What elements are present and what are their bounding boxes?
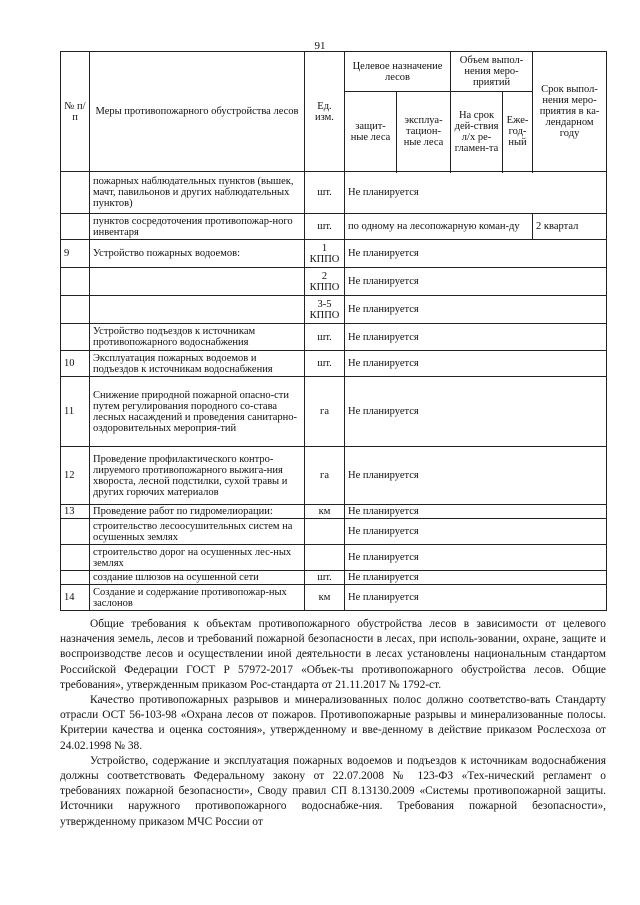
row-measure	[90, 268, 305, 296]
fire-measures-table	[60, 51, 607, 611]
row-value: Не планируется	[345, 172, 607, 214]
row-measure: Устройство пожарных водоемов:	[90, 240, 305, 268]
paragraph: Устройство, содержание и эксплуатация пожарных водоемов и подъездов к источникам водоснабжения должны соответствовать Федеральному закону от 22.07.2008 № 123-ФЗ «Тех-нический регламент о требованиях пожарной безопасности», Своду правил СП 8.13130.2009 «Системы противопожарной защиты. Источники наружного противопожарного водоснабже-ния. Требования пожарной безопасности», утвержденному приказом МЧС России от	[60, 754, 606, 828]
row-unit: шт.	[305, 214, 345, 240]
row-measure: строительство лесоосушительных систем на осушенных землях	[90, 519, 305, 545]
row-num: 12	[61, 447, 90, 505]
row-unit: шт.	[305, 571, 345, 585]
paragraph: Общие требования к объектам противопожарного обустройства лесов в зависимости от целевого назначения земель, лесов и требований пожарной безопасности в лесах, при исполь-зовании, охране, защите и воспроизводстве лесов и осуществлении иной деятельности в лесах установлены национальным стандартом Российской Федерации ГОСТ Р 57972-2017 «Объек-ты противопожарного обустройства лесов. Общие требования», утвержденным приказом Рос-стандарта от 21.11.2017 № 1792-ст.	[60, 618, 606, 691]
header-purpose: Целевое назначение лесов	[345, 52, 451, 92]
row-measure: Эксплуатация пожарных водоемов и подъездов к источникам водоснабжения	[90, 351, 305, 377]
row-value: по одному на лесопожарную коман-ду	[345, 214, 533, 240]
row-num: 14	[61, 585, 90, 611]
row-measure: Создание и содержание противопожар-ных заслонов	[90, 585, 305, 611]
row-measure: пожарных наблюдательных пунктов (вышек, мачт, павильонов и других наблюдательных пунктов)	[90, 172, 305, 214]
table-row	[61, 268, 607, 296]
row-measure: строительство дорог на осушенных лес-ных землях	[90, 545, 305, 571]
row-deadline: 2 квартал	[533, 214, 607, 240]
row-unit	[305, 519, 345, 545]
row-measure: Снижение природной пожарной опасно-сти путем регулирования породного со-става лесных насаждений и проведения санитарно-оздоровительных мероприя-тий	[90, 377, 305, 447]
header-measures: Меры противопожарного обустройства лесов	[90, 52, 305, 172]
row-value: Не планируется	[345, 296, 607, 324]
row-value: Не планируется	[345, 268, 607, 296]
row-value: Не планируется	[345, 447, 607, 505]
table-row	[61, 571, 607, 585]
row-measure: Проведение профилактического контро-лируемого противопожарного выжига-ния хвороста, лесной подстилки, сухой травы и других горючих материалов	[90, 447, 305, 505]
row-num	[61, 268, 90, 296]
row-unit: км	[305, 585, 345, 611]
row-value: Не планируется	[345, 377, 607, 447]
header-num: № п/п	[61, 52, 90, 172]
table-row	[61, 296, 607, 324]
row-unit: шт.	[305, 324, 345, 351]
row-value: Не планируется	[345, 324, 607, 351]
row-measure	[90, 296, 305, 324]
header-per-term: На срок дей-ствия л/х ре-гламен-та	[451, 92, 503, 172]
row-num: 11	[61, 377, 90, 447]
row-num: 13	[61, 505, 90, 519]
row-unit: 2 КППО	[305, 268, 345, 296]
header-exploitation: эксплуа-тацион-ные леса	[397, 92, 451, 172]
row-measure: создание шлюзов на осушенной сети	[90, 571, 305, 585]
row-measure: Устройство подъездов к источникам противопожарного водоснабжения	[90, 324, 305, 351]
row-unit: шт.	[305, 172, 345, 214]
row-value: Не планируется	[345, 505, 607, 519]
header-protective: защит-ные леса	[345, 92, 397, 172]
paragraph: Качество противопожарных разрывов и минерализованных полос должно соответство-вать Стандарту отрасли ОСТ 56-103-98 «Охрана лесов от пожаров. Противопожарные разрывы и минерализованные полосы. Критерии качества и оценка состояния», утвержденному и вве-денному в действие приказом Рослесхоза от 24.02.1998 № 38.	[60, 694, 606, 752]
header-volume: Объем выпол-нения меро-приятий	[451, 52, 533, 92]
row-unit: км	[305, 505, 345, 519]
row-num	[61, 324, 90, 351]
row-num	[61, 571, 90, 585]
table-row	[61, 377, 607, 447]
row-unit: га	[305, 377, 345, 447]
row-num	[61, 172, 90, 214]
row-num: 9	[61, 240, 90, 268]
page-number: 91	[314, 40, 326, 52]
row-unit	[305, 545, 345, 571]
table-row	[61, 351, 607, 377]
row-num	[61, 296, 90, 324]
table-row	[61, 447, 607, 505]
row-unit: га	[305, 447, 345, 505]
row-num	[61, 545, 90, 571]
row-value: Не планируется	[345, 351, 607, 377]
table-row	[61, 240, 607, 268]
table-row	[61, 545, 607, 571]
row-num	[61, 214, 90, 240]
header-annual: Еже-год-ный	[503, 92, 533, 172]
row-value: Не планируется	[345, 585, 607, 611]
row-value: Не планируется	[345, 519, 607, 545]
row-value: Не планируется	[345, 240, 607, 268]
table-row	[61, 172, 607, 214]
table-row	[61, 519, 607, 545]
header-unit: Ед. изм.	[305, 52, 345, 172]
row-measure: Проведение работ по гидромелиорации:	[90, 505, 305, 519]
row-value: Не планируется	[345, 571, 607, 585]
row-num: 10	[61, 351, 90, 377]
row-measure: пунктов сосредоточения противопожар-ного инвентаря	[90, 214, 305, 240]
row-unit: шт.	[305, 351, 345, 377]
table-row	[61, 214, 607, 240]
row-value: Не планируется	[345, 545, 607, 571]
row-num	[61, 519, 90, 545]
table-row	[61, 585, 607, 611]
body-text	[60, 617, 606, 830]
header-deadline: Срок выпол-нения меро-приятия в ка-лендарном году	[533, 52, 607, 172]
row-unit: 3-5 КППО	[305, 296, 345, 324]
table-row	[61, 505, 607, 519]
table-row	[61, 324, 607, 351]
row-unit: 1 КППО	[305, 240, 345, 268]
